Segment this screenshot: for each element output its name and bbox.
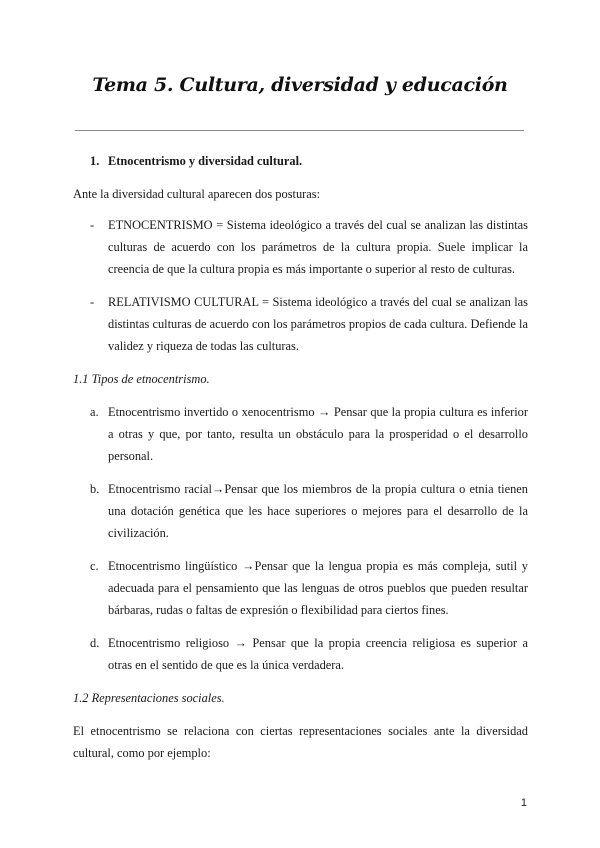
posture-item	[73, 214, 528, 280]
list-letter: a.	[90, 405, 99, 419]
title-divider	[75, 130, 524, 131]
document-title: Tema 5. Cultura, diversidad y educación	[92, 74, 508, 96]
dash-bullet: -	[90, 295, 95, 309]
subsection-1-2-text: El etnocentrismo se relaciona con ciertas representaciones sociales ante la diversidad cultural, como por ejemplo:	[73, 724, 528, 760]
type-item	[73, 401, 528, 467]
section-1-heading	[90, 150, 528, 172]
posture-item	[73, 291, 528, 357]
type-text-linguistico: Etnocentrismo lingüístico →Pensar que la lengua propia es más compleja, sutil y adecuada para el pensamiento que las lenguas de otros pueblos que pueden resultar bárbaras, rudas o faltas de expresión o flexibilidad para ciertos fines.	[108, 559, 528, 617]
subsection-1-1-heading: 1.1 Tipos de etnocentrismo.	[73, 372, 210, 386]
section-1-intro: Ante la diversidad cultural aparecen dos posturas:	[73, 187, 321, 201]
type-item	[73, 632, 528, 676]
list-letter: b.	[90, 482, 100, 496]
type-text-invertido: Etnocentrismo invertido o xenocentrismo → Pensar que la propia cultura es inferior a otras y que, por tanto, resulta un obstáculo para la prosperidad o el desarrollo personal.	[108, 405, 528, 463]
section-1-number: 1.	[90, 154, 100, 168]
posture-text-etnocentrismo: ETNOCENTRISMO = Sistema ideológico a través del cual se analizan las distintas culturas de acuerdo con los parámetros de la cultura propia. Suele implicar la creencia de que la cultura propia es más importante o superior al resto de culturas.	[108, 218, 528, 276]
dash-bullet: -	[90, 218, 95, 232]
type-item	[73, 478, 528, 544]
page-number: 1	[520, 797, 527, 809]
type-item	[73, 555, 528, 621]
posture-text-relativismo: RELATIVISMO CULTURAL = Sistema ideológico a través del cual se analizan las distintas culturas de acuerdo con los parámetros propios de cada cultura. Defiende la validez y riqueza de todas las culturas.	[108, 295, 528, 353]
type-text-racial: Etnocentrismo racial→Pensar que los miembros de la propia cultura o etnia tienen una dotación genética que les hace superiores o mejores para el desarrollo de la civilización.	[108, 482, 528, 540]
subsection-1-2-heading: 1.2 Representaciones sociales.	[73, 691, 225, 705]
list-letter: c.	[90, 559, 99, 573]
document-body	[73, 150, 528, 764]
section-1-title: Etnocentrismo y diversidad cultural.	[108, 154, 303, 168]
type-text-religioso: Etnocentrismo religioso → Pensar que la propia creencia religiosa es superior a otras en el sentido de que es la única verdadera.	[108, 636, 528, 672]
list-letter: d.	[90, 636, 100, 650]
